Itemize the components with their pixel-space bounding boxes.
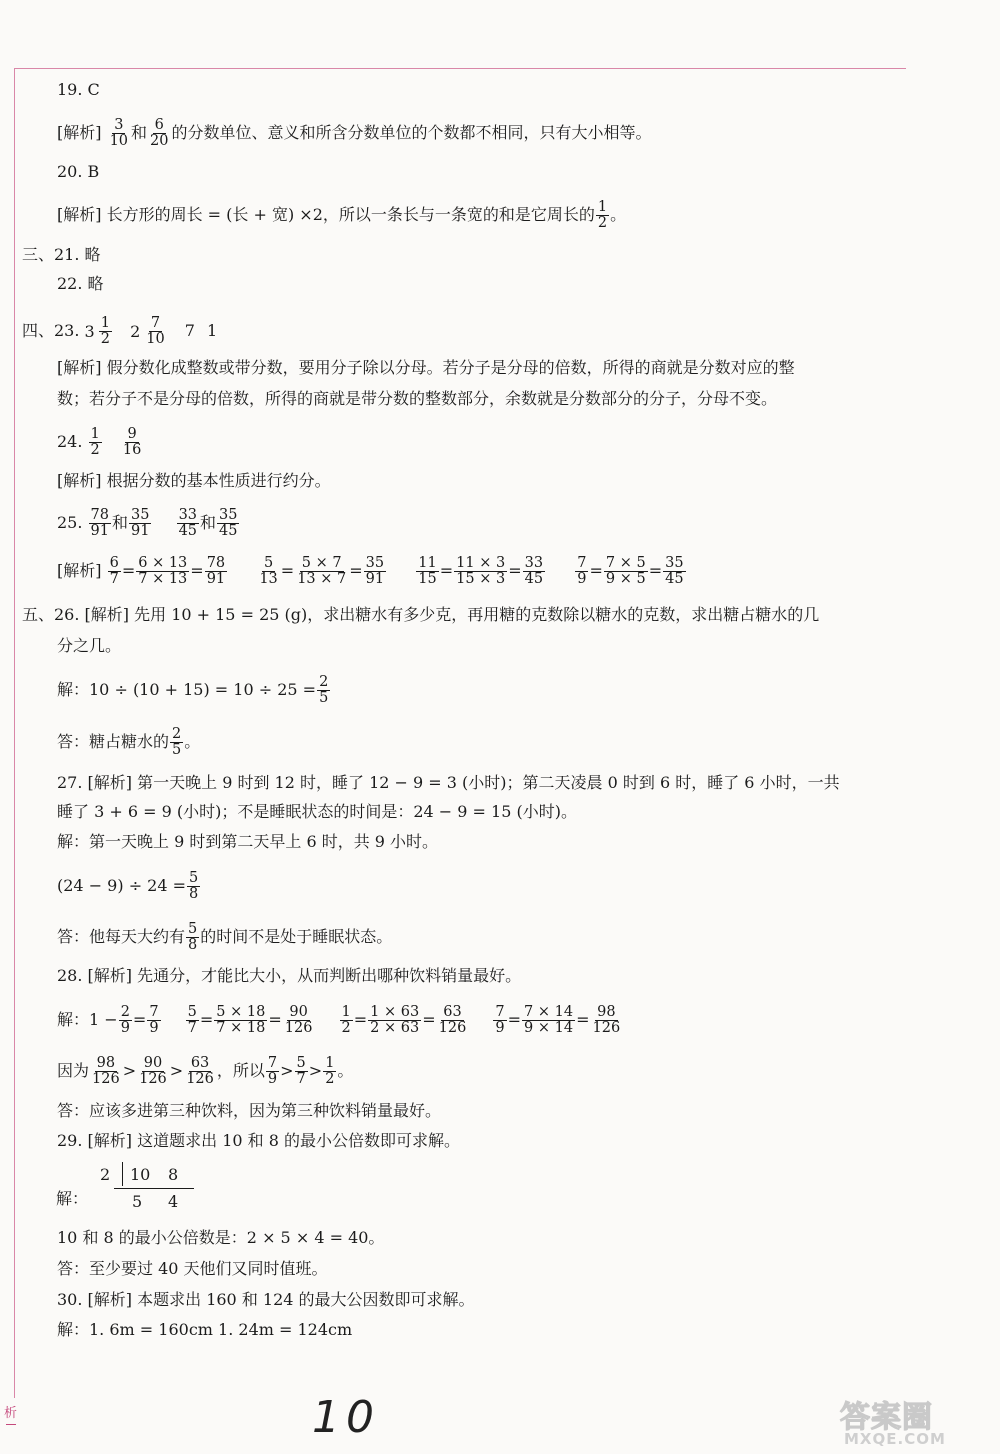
q27-solution-equation: (24 − 9) ÷ 24 = $\frac{5}{8}$ [57,870,199,902]
q26-solution: 解：10 ÷ (10 + 15) = 10 ÷ 25 = $\frac{2}{5}$ [57,674,329,706]
eq-group-3: $\frac{11}{15}$ = $\frac{11 \times 3}{15 \times 3}$ = $\frac{33}{45}$ [418,555,544,587]
q23-explanation-line2: 数；若分子不是分母的倍数，所得的商就是带分数的整数部分，余数就是分数部分的分子，分母不变。 [57,389,778,408]
q23-answer: 四、23. 3 $\frac{1}{2}$ 2 $\frac{7}{10}$ 7 1 [22,315,218,347]
side-tab-label: 析 [4,1406,18,1421]
watermark-logo: 答案圈 MXQE.COM [840,1400,946,1448]
q26-explanation-line1: 五、26. [解析] 先用 10 + 15 = 25 (g)，求出糖水有多少克，再用糖的克数除以糖水的克数，求出糖占糖水的几 [22,605,820,624]
q25-answer: 25. $\frac{78}{91}$ 和 $\frac{35}{91}$ $\frac{33}{45}$ 和 $\frac{35}{45}$ [57,507,238,539]
page-border-left [14,68,15,1398]
fraction: $\frac{33}{45}$ [178,507,198,539]
q29-short-division: 解： 2 10 8 5 4 [56,1162,226,1222]
q28-comparison: 因为 $\frac{98}{126}$ > $\frac{90}{126}$ > $\frac{63}{126}$ ，所以 $\frac{7}{9}$ > $\frac{5}{7}$ > $\frac{1}{2}$ 。 [57,1055,354,1087]
q30-explanation: 30. [解析] 本题求出 160 和 124 的最大公因数即可求解。 [57,1290,475,1309]
q29-explanation: 29. [解析] 这道题求出 10 和 8 的最小公倍数即可求解。 [57,1131,460,1150]
eq-group-2: $\frac{5}{13}$ = $\frac{5 \times 7}{13 \times 7}$ = $\frac{35}{91}$ [259,555,385,587]
q20-explanation: [解析] 长方形的周长 = (长 + 宽) ×2，所以一条长与一条宽的和是它周长的 $\frac{1}{2}$ 。 [57,199,627,231]
mixed-number: 3 $\frac{1}{2}$ [84,315,110,347]
fraction: $\frac{6}{20}$ [150,117,169,149]
fraction: $\frac{5}{8}$ [188,921,198,953]
q28-answer: 答：应该多进第三种饮料，因为第三种饮料销量最好。 [57,1101,442,1120]
mixed-number: 2 $\frac{7}{10}$ [130,315,165,347]
q27-answer: 答：他每天大约有 $\frac{5}{8}$ 的时间不是处于睡眠状态。 [57,921,393,953]
q28-solution: 解：1 − $\frac{2}{9}$ = $\frac{7}{9}$ $\frac{5}{7}$ = $\frac{5 \times 18}{7 \times 18}$ = $\frac{90}{126}$ $\frac{1}{2}$ = $\frac{1 \times 63}{2 \times 63}$ = $\frac{63}{126}$ $\frac{7}{9}$ = $\frac{7 \times 14}{9 \times 14}$ = $\frac{98}{126}$ [57,1004,621,1036]
fraction: $\frac{5}{8}$ [189,870,199,902]
q24-explanation: [解析] 根据分数的基本性质进行约分。 [57,471,331,490]
fraction: $\frac{3}{10}$ [109,117,129,149]
page-border-top [14,68,906,69]
q29-lcm-result: 10 和 8 的最小公倍数是：2 × 5 × 4 = 40。 [57,1228,385,1247]
eq-group-1: $\frac{6}{7}$ = $\frac{6 \times 13}{7 \times 13}$ = $\frac{78}{91}$ [109,555,226,587]
q26-explanation-line2: 分之几。 [57,636,122,655]
q29-answer: 答：至少要过 40 天他们又同时值班。 [57,1259,328,1278]
q27-explanation-line1: 27. [解析] 第一天晚上 9 时到 12 时，睡了 12 − 9 = 3 (小时)；第二天凌晨 0 时到 6 时，睡了 6 小时，一共 [57,773,840,792]
fraction: $\frac{2}{5}$ [319,674,329,706]
fraction: $\frac{2}{5}$ [172,726,182,758]
fraction: $\frac{78}{91}$ [90,507,109,539]
q24-answer: 24. $\frac{1}{2}$ $\frac{9}{16}$ [57,426,142,458]
q27-solution-line1: 解：第一天晚上 9 时到第二天早上 6 时，共 9 小时。 [57,832,439,851]
q22-answer: 22. 略 [57,274,104,293]
q20-answer: 20. B [57,162,100,181]
handwritten-page-number: 10 [312,1392,380,1443]
side-tab-mark [6,1424,16,1425]
eq-group-4: $\frac{7}{9}$ = $\frac{7 \times 5}{9 \times 5}$ = $\frac{35}{45}$ [577,555,684,587]
q26-answer: 答：糖占糖水的 $\frac{2}{5}$ 。 [57,726,201,758]
fraction: $\frac{1}{2}$ [597,199,608,231]
fraction: $\frac{35}{91}$ [131,507,150,539]
q19-answer: 19. C [57,80,100,99]
q25-explanation: [解析] $\frac{6}{7}$ = $\frac{6 \times 13}{7 \times 13}$ = $\frac{78}{91}$ $\frac{5}{13}$ = $\frac{5 \times 7}{13 \times 7}$ = $\frac{35}{91}$ $\frac{11}{15}$ = $\frac{11 \times 3}{15 \times 3}$ = $\frac{33}{45}$ $\frac{7}{9}$ = $\frac{7 \times 5}{9 \times 5}$ = $\frac{35}{45}$ [57,556,687,587]
q21-answer: 三、21. 略 [22,245,101,264]
fraction: $\frac{35}{45}$ [219,507,238,539]
q27-explanation-line2: 睡了 3 + 6 = 9 (小时)；不是睡眠状态的时间是：24 − 9 = 15 (小时)。 [57,802,577,821]
q23-explanation-line1: [解析] 假分数化成整数或带分数，要用分子除以分母。若分子是分母的倍数，所得的商就是分数对应的整 [57,358,795,377]
q30-solution: 解：1. 6m = 160cm 1. 24m = 124cm [57,1320,353,1339]
fraction: $\frac{9}{16}$ [122,426,142,458]
fraction: $\frac{1}{2}$ [90,426,100,458]
q19-explanation: [解析] $\frac{3}{10}$ 和 $\frac{6}{20}$ 的分数单位、意义和所含分数单位的个数都不相同，只有大小相等。 [57,117,652,149]
q28-explanation: 28. [解析] 先通分，才能比大小，从而判断出哪种饮料销量最好。 [57,966,522,985]
